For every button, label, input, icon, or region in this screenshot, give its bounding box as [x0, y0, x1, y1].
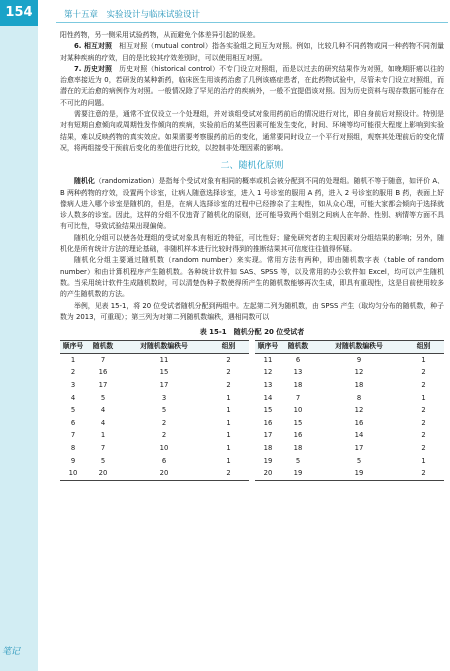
- table-row: [255, 417, 444, 430]
- table-row: [60, 430, 249, 443]
- table-row: [255, 367, 444, 380]
- table-cell: 4: [100, 418, 106, 427]
- table-cell: 5: [100, 393, 106, 402]
- table-cell: 1: [226, 443, 231, 452]
- table-cell: 19: [315, 467, 403, 480]
- table-cell: 18: [263, 443, 273, 452]
- table-cell: 15: [263, 406, 273, 415]
- table-cell: 15: [159, 368, 169, 377]
- paragraph-randomization: [60, 176, 444, 232]
- paragraph-mutual-control: [60, 41, 444, 64]
- table-cell: 7: [100, 443, 106, 452]
- table-cell: 18: [293, 443, 303, 452]
- paragraph-text: 相互对照（mutual control）指各实验组之间互为对照。例如，比较几种不同药物或同一种药物不同剂量对某种疾病的疗效，目的是比较其疗效差别时，可以使用相互对照。: [60, 42, 445, 62]
- table-cell: 13: [293, 368, 303, 377]
- table-row: [60, 417, 249, 430]
- paragraph-random-number: 随机化分组主要通过随机数（random number）来实现。常用方法有两种，即由随机数字表（table of random number）和由计算机程序产生随机数。各种统计软件如 SAS、SPSS 等，以及常用的办公软件如 Excel，均可以产生随机数。当采用统计软件生成随机数时，可以清楚伪种子数使得所产生的随机数能够再次生成，即具有重现性，这是目前使用较多的产生随机数的方法。: [60, 256, 444, 299]
- table-cell: 11: [159, 355, 169, 364]
- column-header: 组别: [208, 341, 249, 354]
- table-right-half: [255, 340, 444, 481]
- table-cell: 2: [421, 368, 426, 377]
- table-cell: 12: [354, 368, 364, 377]
- table-cell: 11: [263, 355, 273, 364]
- table-cell: 3: [70, 380, 76, 389]
- page-number: 154: [0, 0, 38, 26]
- table-cell: 1: [226, 393, 231, 402]
- table-cell: 4: [70, 393, 76, 402]
- term-randomization: 随机化: [74, 177, 95, 186]
- table-cell: 7: [100, 355, 106, 364]
- table-cell: 17: [263, 431, 273, 440]
- table-row: [60, 405, 249, 418]
- table-row: [60, 442, 249, 455]
- table-cell: 20: [120, 467, 208, 480]
- paragraph-text: 历史对照（historical control）不专门设立对照组，而是以过去的研究结果作为对照，如晚期肝癌以往的治愈率接近为 0，若研发的某种新药，临床医生用该药治愈了几例该癌症患者，在此药物试验中，尽管未专门设立对照组，而潜在的无治愈的病例作为对照。一般情况除了罕见的治疗的疾病外，一般不宜提倡该对照。因为历史资料与现存数据可能存在不可比的问题。: [60, 64, 445, 107]
- table-cell: 1: [70, 355, 76, 364]
- table-cell: 8: [356, 393, 362, 402]
- paragraph-historical-control: [60, 64, 444, 109]
- table-row: [255, 379, 444, 392]
- table-cell: 2: [161, 431, 167, 440]
- table-cell: 5: [295, 456, 301, 465]
- paragraph-randomization-benefit: 随机化分组可以使各处理组的受试对象具有相近的特征，可比性好；避免研究者的主观因素对分组结果的影响；另外，随机化是所有统计方法的理论基础，非随机样本进行比较时得到的推断结果其可信度往往值得怀疑。: [60, 233, 444, 254]
- table-cell: 7: [70, 431, 76, 440]
- table-row: [60, 455, 249, 468]
- column-header: 对随机数编秩号: [315, 341, 403, 354]
- table-cell: 5: [70, 406, 76, 415]
- table-cell: 14: [354, 431, 364, 440]
- paragraph-text: （randomization）是指每个受试对象有相同的概率或机会被分配到不同的处理组。随机不等于随意，如评价 A、B 两种药物的疗效，设置两个诊室，让病人随意选择诊室，进入 1 号诊室的服用 A 药，进入 2 号诊室的服用 B 药，表面上好像病人进入哪个诊室是随机的，但是，在病人选择诊室的过程中已经掺杂了主观性，如从众心理，可能大家都会倾向于选择就诊人数多的诊室。因此，这样的分组不仅违背了随机化的原则，还可能导致两个组别之间病人在年龄、性别、病情等方面不具有可比性，导致试验结果出现偏倚。: [60, 177, 445, 231]
- table-cell: 6: [161, 456, 167, 465]
- table-row: [255, 467, 444, 480]
- table-cell: 2: [403, 467, 444, 480]
- table-cell: 9: [70, 456, 76, 465]
- column-header: 对随机数编秩号: [120, 341, 208, 354]
- table-cell: 18: [354, 380, 364, 389]
- table-cell: 17: [159, 380, 169, 389]
- table-row: [60, 354, 249, 367]
- notes-label: 笔记: [2, 647, 21, 657]
- page-header: [0, 0, 450, 26]
- table-cell: 16: [263, 418, 273, 427]
- table-cell: 8: [70, 443, 76, 452]
- table-cell: 2: [421, 418, 426, 427]
- table-row: [255, 455, 444, 468]
- table-cell: 16: [98, 368, 108, 377]
- table-cell: 1: [421, 456, 426, 465]
- table-cell: 3: [161, 393, 167, 402]
- table-cell: 1: [100, 431, 106, 440]
- table-row: [255, 405, 444, 418]
- table-cell: 2: [226, 368, 231, 377]
- table-cell: 2: [421, 443, 426, 452]
- table-cell: 12: [263, 368, 273, 377]
- table-cell: 1: [226, 418, 231, 427]
- table-cell: 2: [161, 418, 167, 427]
- table-cell: 2: [226, 380, 231, 389]
- paragraph-example: 举例，见表 15-1，将 20 位受试者随机分配到两组中。左起第二列为随机数，由 SPSS 产生（取均匀分布的随机数，种子数为 2013，可重现）；第三列为对第二列随机数编秩，遇相同数可以: [60, 301, 444, 321]
- table-cell: 20: [86, 467, 120, 480]
- paragraph-continuation: 阳性药物，另一侧采用试验药物，从而避免个体差异引起的误差。: [60, 31, 260, 39]
- table-cell: 17: [354, 443, 364, 452]
- table-cell: 1: [421, 393, 426, 402]
- table-row: [60, 467, 249, 480]
- table-cell: 1: [226, 431, 231, 440]
- column-header: 顺序号: [60, 341, 86, 354]
- subheading-historical-control: 7. 历史对照: [74, 64, 113, 73]
- table-cell: 16: [354, 418, 364, 427]
- subheading-mutual-control: 6. 相互对照: [74, 42, 113, 51]
- table-cell: 1: [226, 406, 231, 415]
- table-cell: 1: [226, 456, 231, 465]
- left-margin-band: [0, 0, 38, 671]
- table-cell: 4: [100, 406, 106, 415]
- table-cell: 5: [356, 456, 362, 465]
- table-cell: 13: [263, 380, 273, 389]
- column-header: 随机数: [86, 341, 120, 354]
- table-cell: 2: [226, 355, 231, 364]
- table-cell: 14: [263, 393, 273, 402]
- table-cell: 2: [208, 467, 249, 480]
- column-header: 随机数: [281, 341, 315, 354]
- table-cell: 9: [356, 355, 362, 364]
- table-cell: 16: [293, 431, 303, 440]
- table-row: [60, 379, 249, 392]
- section-heading: 二、随机化原则: [220, 161, 284, 172]
- table-cell: 20: [255, 467, 281, 480]
- table-cell: 19: [263, 456, 273, 465]
- table-cell: 10: [293, 406, 303, 415]
- table-cell: 1: [421, 355, 426, 364]
- table-cell: 2: [421, 406, 426, 415]
- header-rule: [56, 22, 448, 23]
- table-row: [255, 392, 444, 405]
- table-cell: 7: [295, 393, 301, 402]
- table-row: [255, 442, 444, 455]
- table-cell: 17: [98, 380, 108, 389]
- table-cell: 2: [70, 368, 76, 377]
- page-body: [60, 30, 445, 478]
- table-cell: 10: [159, 443, 169, 452]
- running-title: 第十五章 实验设计与临床试验设计: [64, 10, 201, 20]
- table-left-half: [60, 340, 249, 481]
- table-cell: 12: [354, 406, 364, 415]
- table-cell: 15: [293, 418, 303, 427]
- table-cell: 2: [421, 431, 426, 440]
- table-title: 表 15-1 随机分配 20 位受试者: [199, 328, 305, 337]
- table-cell: 6: [70, 418, 76, 427]
- paragraph-note: 需要注意的是，通常不宜仅设立一个处理组，并对该组受试对象用药前后的情况进行对比，即自身前后对照设计。特别是对有短期自愈倾向或周期性发作倾向的疾病，实验前后的某些因素可能发生变化，时间、环境等均可能很大程度上影响到实验结果，难以反映药物的真实效应。如果需要考察服药前后的变化，通常要同时设立一个平行对照组，观察其处理前后的变化情况，将两组接受干预前后变化的差值进行比较，以控制非处理因素的影响。: [60, 110, 444, 152]
- table-cell: 10: [60, 467, 86, 480]
- table-cell: 2: [421, 380, 426, 389]
- column-header: 顺序号: [255, 341, 281, 354]
- table-cell: 18: [293, 380, 303, 389]
- table-cell: 19: [281, 467, 315, 480]
- table-row: [255, 430, 444, 443]
- column-header: 组别: [403, 341, 444, 354]
- table-cell: 5: [161, 406, 167, 415]
- table-row: [60, 367, 249, 380]
- table-row: [60, 392, 249, 405]
- table-row: [255, 354, 444, 367]
- table-cell: 5: [100, 456, 106, 465]
- table-cell: 6: [295, 355, 301, 364]
